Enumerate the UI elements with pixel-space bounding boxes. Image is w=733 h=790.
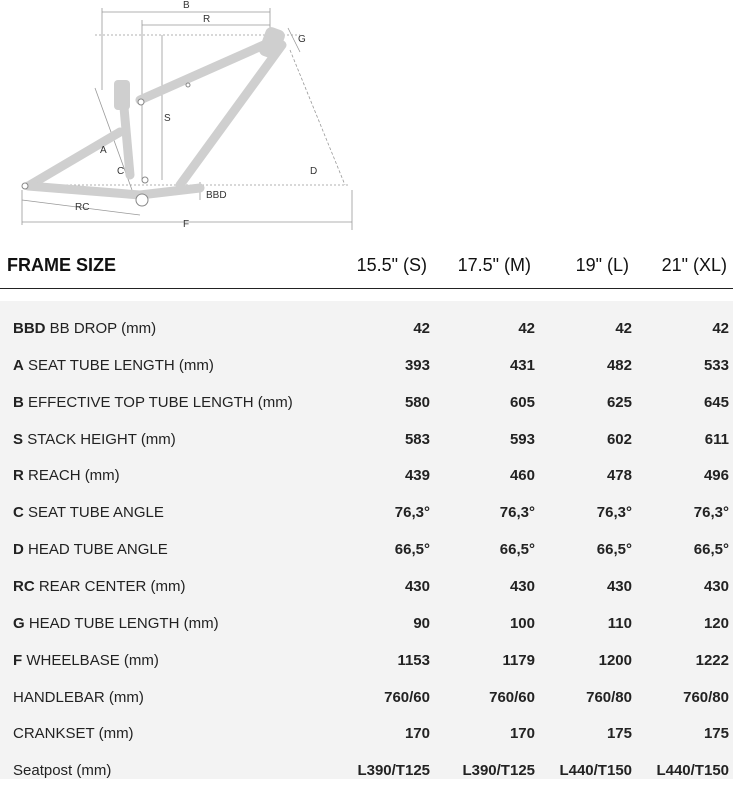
row-value: 760/60 [384,688,430,706]
row-label [13,615,219,632]
row-value: L390/T125 [462,762,535,780]
size-heading-s: 15.5" (S) [356,255,427,275]
row-value: 760/60 [489,688,535,706]
row-value: 175 [606,725,632,743]
row-label [13,652,159,669]
row-name: HANDLEBAR (mm) [13,688,144,706]
diagram-label-c: C [117,166,125,177]
table-row [0,495,733,532]
row-value: L440/T150 [559,762,632,780]
table-row [0,422,733,459]
row-code: D [13,541,24,559]
row-name: HEAD TUBE ANGLE [28,541,168,559]
diagram-label-b: B [183,0,190,11]
row-code: S [13,430,24,448]
row-label [13,394,293,411]
row-value: 482 [606,356,632,374]
table-row [0,753,733,790]
row-value: 76,3° [394,504,430,522]
row-code: G [13,614,25,632]
row-value: 90 [413,614,430,632]
diagram-label-a: A [100,145,107,156]
table-row [0,532,733,569]
row-value: 110 [607,614,632,632]
row-value: 1179 [502,651,535,669]
size-heading-xl: 21" (XL) [661,255,727,275]
row-value: 760/80 [586,688,632,706]
row-value: L440/T150 [656,762,729,780]
diagram-label-f: F [183,219,190,230]
row-value: 100 [509,614,535,632]
table-row [0,643,733,680]
row-label [13,541,168,558]
row-name: CRANKSET (mm) [13,725,134,743]
table-row [0,458,733,495]
diagram-label-s: S [164,113,171,124]
row-name: EFFECTIVE TOP TUBE LENGTH (mm) [28,393,293,411]
row-value: 431 [509,356,535,374]
row-value: 593 [509,430,535,448]
row-value: 76,3° [693,504,729,522]
geometry-table [0,301,733,779]
row-value: 430 [606,577,632,595]
row-value: 170 [404,725,430,743]
row-value: 583 [404,430,430,448]
row-value: 478 [606,467,632,485]
row-code: F [13,651,23,669]
row-value: 430 [509,577,535,595]
row-label [13,320,156,337]
row-value: 430 [404,577,430,595]
row-name: STACK HEIGHT (mm) [27,430,176,448]
row-label [13,431,176,448]
row-value: 42 [615,320,632,337]
row-value: 439 [404,467,430,485]
row-value: 460 [509,467,535,485]
size-heading-l: 19" (L) [575,255,629,275]
row-value: 1222 [695,651,729,669]
table-header [0,246,733,289]
row-name: SEAT TUBE ANGLE [28,504,164,522]
row-label [13,689,144,706]
row-value: L390/T125 [357,762,430,780]
row-value: 393 [404,356,430,374]
row-name: REAR CENTER (mm) [38,577,186,595]
row-value: 120 [703,614,729,632]
diagram-label-r: R [203,14,211,25]
row-label [13,357,214,374]
row-label [13,578,186,595]
row-label [13,467,120,484]
row-value: 496 [703,467,729,485]
row-code: B [13,393,24,411]
table-row [0,385,733,422]
row-value: 42 [413,320,430,337]
row-value: 602 [606,430,632,448]
row-name: Seatpost (mm) [13,762,112,780]
row-value: 760/80 [683,688,729,706]
row-label [13,504,164,521]
row-value: 645 [703,393,729,411]
table-row [0,569,733,606]
row-name: HEAD TUBE LENGTH (mm) [28,614,219,632]
row-value: 42 [712,320,729,337]
diagram-label-rc: RC [75,202,90,213]
row-code: C [13,504,24,522]
row-label [13,725,134,742]
row-value: 42 [518,320,535,337]
table-row [0,680,733,717]
row-value: 170 [509,725,535,743]
row-name: BB DROP (mm) [49,320,157,337]
row-value: 605 [509,393,535,411]
row-value: 430 [703,577,729,595]
row-code: RC [13,577,35,595]
row-value: 611 [704,430,729,448]
frame-size-heading: FRAME SIZE [7,255,117,275]
table-row [0,311,733,348]
row-value: 533 [703,356,729,374]
row-code: BBD [13,320,46,337]
size-heading-m: 17.5" (M) [457,255,531,275]
diagram-label-d: D [310,166,318,177]
row-value: 580 [404,393,430,411]
row-value: 66,5° [693,541,729,559]
table-row [0,348,733,385]
row-value: 66,5° [596,541,632,559]
row-label [13,762,111,779]
diagram-label-bbd: BBD [206,190,227,201]
row-value: 66,5° [499,541,535,559]
row-value: 1200 [598,651,632,669]
row-value: 76,3° [499,504,535,522]
table-row [0,606,733,643]
row-name: REACH (mm) [28,467,120,485]
row-code: A [13,356,24,374]
table-row [0,716,733,753]
row-name: WHEELBASE (mm) [26,651,159,669]
row-value: 66,5° [394,541,430,559]
row-value: 76,3° [596,504,632,522]
row-value: 625 [606,393,632,411]
row-value: 175 [703,725,729,743]
row-value: 1153 [397,651,430,669]
frame-geometry-diagram [0,0,360,232]
row-code: R [13,467,24,485]
row-name: SEAT TUBE LENGTH (mm) [28,356,214,374]
diagram-label-g: G [298,34,306,45]
